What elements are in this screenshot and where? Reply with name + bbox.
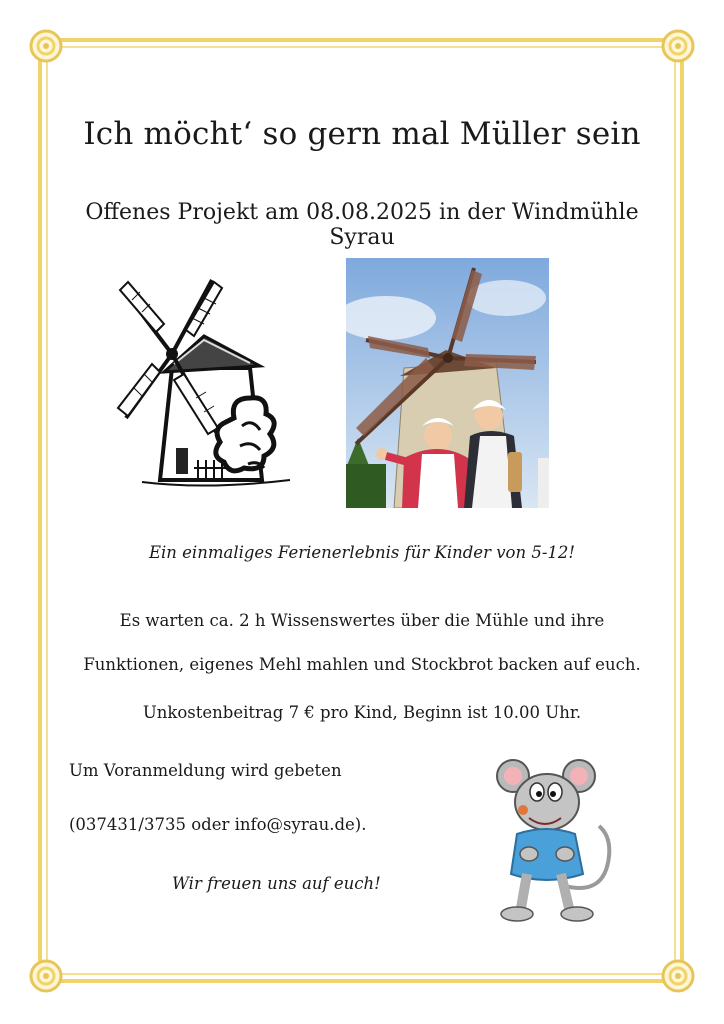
corner-ornament-icon: [660, 28, 696, 64]
windmill-sketch-image: [112, 268, 302, 500]
flyer-subtitle: Offenes Projekt am 08.08.2025 in der Windmühle Syrau: [85, 200, 639, 250]
corner-ornament-icon: [28, 28, 64, 64]
mouse-mascot-image: [495, 756, 623, 928]
registration-note: Um Voranmeldung wird gebeten: [69, 761, 342, 780]
flyer-title: Ich möcht‘ so gern mal Müller sein: [83, 116, 641, 152]
windmill-photo-with-children-image: [346, 258, 549, 508]
corner-ornament-icon: [28, 958, 64, 994]
contact-info: (037431/3735 oder info@syrau.de).: [69, 815, 367, 834]
tagline: Ein einmaliges Ferienerlebnis für Kinder von 5-12!: [148, 543, 576, 562]
body-text-line: Funktionen, eigenes Mehl mahlen und Stockbrot backen auf euch.: [83, 655, 641, 674]
corner-ornament-icon: [660, 958, 696, 994]
body-text-line: Es warten ca. 2 h Wissenswertes über die Mühle und ihre: [119, 611, 605, 630]
body-text-line: Unkostenbeitrag 7 € pro Kind, Beginn ist 10.00 Uhr.: [142, 703, 582, 722]
closing-text: Wir freuen uns auf euch!: [172, 874, 381, 893]
